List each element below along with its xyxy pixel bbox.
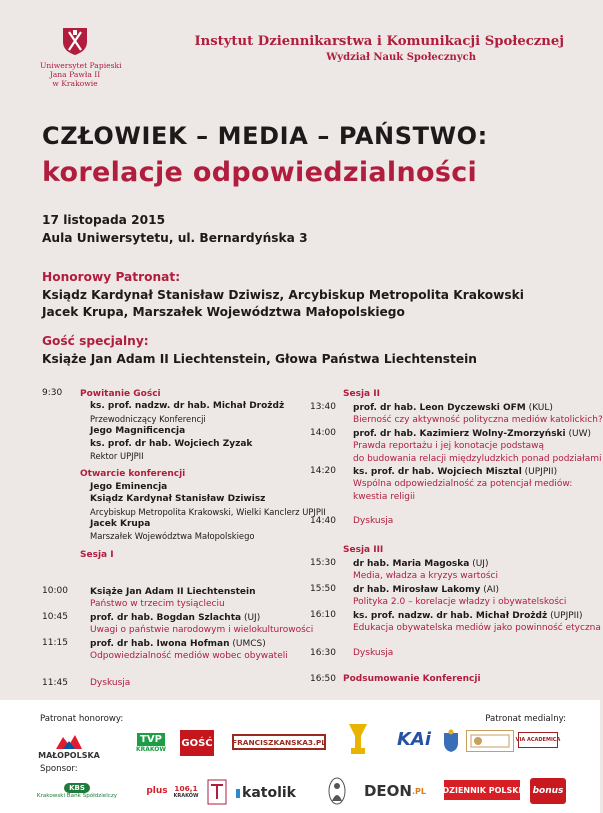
event-venue: Aula Uniwersytetu, ul. Bernardyńska 3 <box>42 231 308 245</box>
welcome-heading: Powitanie Gości <box>80 389 161 399</box>
speaker-dyczewski: prof. dr hab. Leon Dyczewski OFM <box>353 403 526 413</box>
tvp-sub: KRAKÓW <box>136 746 167 753</box>
malopolska-logo <box>38 728 100 764</box>
malopolska-text: MAŁOPOLSKA <box>38 750 100 760</box>
time-1650: 16:50 <box>310 674 336 684</box>
radio-logo <box>172 778 200 804</box>
plus-logo: plus <box>146 786 168 796</box>
time-1610: 16:10 <box>310 610 336 620</box>
aff-hofman: (UMCS) <box>229 639 266 649</box>
time-1340: 13:40 <box>310 402 336 412</box>
speaker-hofman: prof. dr hab. Iwona Hofman <box>90 639 230 649</box>
university-name-2: Jana Pawła II <box>49 70 101 79</box>
discussion-2: Dyskusja <box>353 516 394 526</box>
upjp-mark-icon <box>207 779 227 805</box>
time-1420: 14:20 <box>310 466 336 476</box>
aff-szlachta: (UJ) <box>241 613 261 623</box>
time-1145: 11:45 <box>42 678 68 688</box>
topic-politics: Polityka 2.0 – korelacje władzy i obywatelskości <box>353 597 567 608</box>
franciszkanska-logo: FRANCISZKANSKA3.PL <box>232 734 326 750</box>
footer-divider <box>0 700 600 710</box>
speaker-zyzak: ks. prof. dr hab. Wojciech Zyzak <box>90 438 253 449</box>
centrum-logo <box>466 730 514 752</box>
gosc-logo: GOŚĆ <box>180 730 214 756</box>
speaker-wolny: prof. dr hab. Kazimierz Wolny-Zmorzyński <box>353 429 566 439</box>
speaker-szlachta: prof. dr hab. Bogdan Szlachta <box>90 613 242 623</box>
papal-coat-logo <box>440 728 462 754</box>
chalice-icon <box>347 722 369 758</box>
bonus-logo: bonus <box>530 778 566 804</box>
honorary-heading: Honorowy Patronat: <box>42 270 181 284</box>
speaker-krupa: Jacek Krupa <box>90 519 151 530</box>
dziennik-polski-logo: DZIENNIK POLSKI <box>444 780 520 800</box>
university-name-3: w Krakowie <box>52 79 98 88</box>
katolik-square-icon <box>236 789 240 798</box>
role-marshal: Marszałek Województwa Małopolskiego <box>90 531 255 542</box>
session2-heading: Sesja II <box>343 389 380 399</box>
speaker-liechtenstein: Książe Jan Adam II Liechtenstein <box>90 587 256 597</box>
speaker-lakomy: dr hab. Mirosław Lakomy <box>353 585 481 595</box>
session1-heading: Sesja I <box>80 549 114 560</box>
topic-common-1: Wspólna odpowiedzialność za potencjał mediów: <box>353 479 573 490</box>
guest-line: Książe Jan Adam II Liechtenstein, Głowa Państwa Liechtenstein <box>42 352 477 366</box>
topic-power: Media, władza a kryzys wartości <box>353 571 498 582</box>
aff-magoska: (UJ) <box>469 559 489 569</box>
discussion-3: Dyskusja <box>353 648 394 658</box>
institute-title: Instytut Dziennikarstwa i Komunikacji Społecznej <box>194 34 564 49</box>
bank-name: Krakowski Bank Spółdzielczy <box>36 793 118 799</box>
subtitle: korelacje odpowiedzialności <box>42 157 478 188</box>
honorary-line-1: Ksiądz Kardynał Stanisław Dziwisz, Arcybiskup Metropolita Krakowski <box>42 288 524 302</box>
topic-reportage-2: do budowania relacji międzyludzkich ponad podziałami <box>353 453 602 464</box>
faculty-name: Wydział Nauk Społecznych <box>326 52 476 63</box>
time-930: 9:30 <box>42 388 63 398</box>
speaker-misztal: ks. prof. dr hab. Wojciech Misztal <box>353 467 522 477</box>
time-1115: 11:15 <box>42 638 68 648</box>
via-academica-logo: VIA ACADEMICA <box>518 732 558 748</box>
aff-wolny: (UW) <box>565 429 591 439</box>
topic-education: Edukacja obywatelska mediów jako powinność etyczna <box>353 623 601 634</box>
deon-pl: .PL <box>412 786 426 796</box>
tvp-text: TVP <box>137 733 165 746</box>
aff-drozdz-2: (UPJPII) <box>547 611 583 621</box>
university-name-1: Uniwersytet Papieski <box>40 61 122 70</box>
media-patron-label: Patronat medialny: <box>485 714 566 724</box>
tvp-logo <box>136 730 166 756</box>
deon-logo <box>356 780 434 802</box>
speaker-drozdz-2: ks. prof. nadzw. dr hab. Michał Drożdż <box>353 611 548 621</box>
kai-logo: KAi <box>396 728 432 750</box>
aff-lakomy: (AI) <box>480 585 500 595</box>
honorary-patron-label: Patronat honorowy: <box>40 714 124 724</box>
kbs-logo <box>36 776 118 806</box>
upjp-logo <box>206 778 228 806</box>
time-1045: 10:45 <box>42 612 68 622</box>
role-chair: Przewodniczący Konferencji <box>90 413 206 424</box>
role-rector: Rektor UPJPII <box>90 451 144 462</box>
speaker-eminence: Jego Eminencja <box>90 481 168 492</box>
program-right <box>310 388 603 693</box>
discussion-1: Dyskusja <box>90 678 131 688</box>
radio-sub: KRAKÓW <box>173 792 199 799</box>
role-archbishop: Arcybiskup Metropolita Krakowski, Wielki Kanclerz UPJPII <box>90 506 326 517</box>
session3-heading: Sesja III <box>343 545 384 555</box>
aff-misztal: (UPJPII) <box>521 467 558 477</box>
time-1530: 15:30 <box>310 558 336 568</box>
kbs-text: KBS <box>64 783 90 793</box>
time-1000: 10:00 <box>42 586 68 596</box>
radio-freq: 106,1 <box>174 783 198 793</box>
centrum-mark-icon <box>470 734 510 748</box>
topic-national: Uwagi o państwie narodowym i wielokulturowości <box>90 625 314 636</box>
time-1400: 14:00 <box>310 428 336 438</box>
madonna-icon <box>328 777 346 805</box>
speaker-dziwisz: Ksiądz Kardynał Stanisław Dziwisz <box>90 494 266 505</box>
footer <box>0 710 600 813</box>
honorary-line-2: Jacek Krupa, Marszałek Województwa Małopolskiego <box>42 305 405 319</box>
university-crest-icon <box>60 26 90 56</box>
coat-of-arms-icon <box>442 729 460 753</box>
time-1550: 15:50 <box>310 584 336 594</box>
event-date: 17 listopada 2015 <box>42 213 166 227</box>
katolik-text: katolik <box>242 785 296 801</box>
deon-text: DEON <box>363 782 412 800</box>
opening-heading: Otwarcie konferencji <box>80 469 186 480</box>
topic-reportage-1: Prawda reportażu i jej konotacje podstawą <box>353 441 545 452</box>
time-1630: 16:30 <box>310 648 336 658</box>
speaker-drozdz: ks. prof. nadzw. dr hab. Michał Drożdż <box>90 401 285 412</box>
katolik-logo <box>236 780 296 806</box>
sponsor-label: Sponsor: <box>40 764 78 774</box>
speaker-magoska: dr hab. Maria Magoska <box>353 559 470 569</box>
aff-dyczewski: (KUL) <box>525 403 553 413</box>
malopolska-mark-icon <box>54 733 84 751</box>
sanctuary-logo <box>326 776 348 806</box>
speaker-magnificence: Jego Magnificencja <box>90 426 186 437</box>
university-logo <box>40 26 122 88</box>
topic-responsibility: Odpowiedzialność mediów wobec obywateli <box>90 651 288 662</box>
institute-header <box>194 34 564 63</box>
topic-state: Państwo w trzecim tysiącleciu <box>90 599 225 610</box>
institute-emblem-logo <box>344 720 372 760</box>
topic-passivity: Bierność czy aktywność polityczna mediów katolickich? <box>353 415 603 426</box>
main-title: CZŁOWIEK – MEDIA – PAŃSTWO: <box>42 122 488 150</box>
summary: Podsumowanie Konferencji <box>343 674 481 684</box>
guest-heading: Gość specjalny: <box>42 334 149 348</box>
topic-common-2: kwestia religii <box>353 491 415 502</box>
time-1440: 14:40 <box>310 516 336 526</box>
